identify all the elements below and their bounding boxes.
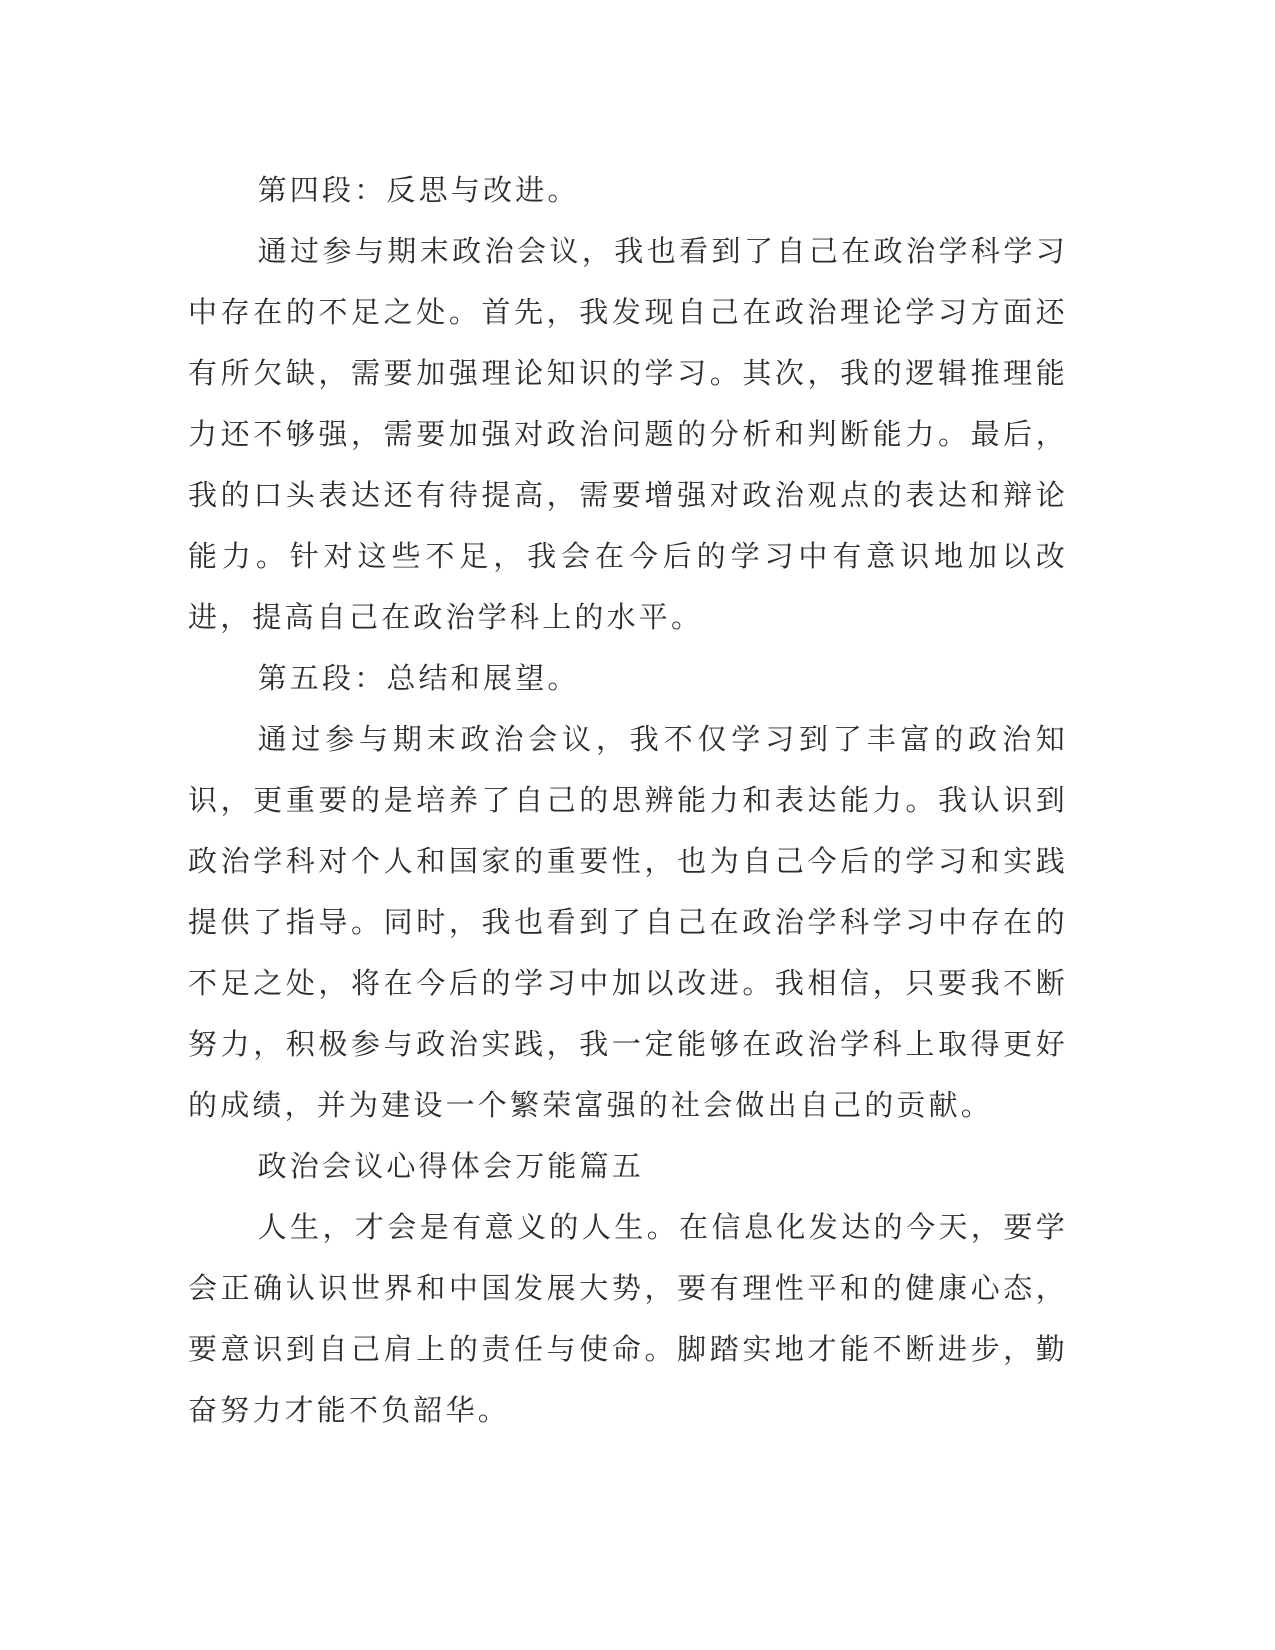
document-body bbox=[188, 160, 1068, 1441]
paragraph-life: 人生，才会是有意义的人生。在信息化发达的今天，要学会正确认识世界和中国发展大势，要有理性平和的健康心态，要意识到自己肩上的责任与使命。脚踏实地才能不断进步，勤奋努力才能不负韶华。 bbox=[188, 1210, 1068, 1427]
paragraph-reflection: 通过参与期末政治会议，我也看到了自己在政治学科学习中存在的不足之处。首先，我发现自己在政治理论学习方面还有所欠缺，需要加强理论知识的学习。其次，我的逻辑推理能力还不够强，需要加强对政治问题的分析和判断能力。最后，我的口头表达还有待提高，需要增强对政治观点的表达和辩论能力。针对这些不足，我会在今后的学习中有意识地加以改进，提高自己在政治学科上的水平。 bbox=[188, 234, 1068, 634]
paragraph-summary: 通过参与期末政治会议，我不仅学习到了丰富的政治知识，更重要的是培养了自己的思辨能力和表达能力。我认识到政治学科对个人和国家的重要性，也为自己今后的学习和实践提供了指导。同时，我也看到了自己在政治学科学习中存在的不足之处，将在今后的学习中加以改进。我相信，只要我不断努力，积极参与政治实践，我一定能够在政治学科上取得更好的成绩，并为建设一个繁荣富强的社会做出自己的贡献。 bbox=[188, 722, 1068, 1122]
section-heading-4: 第四段：反思与改进。 bbox=[257, 173, 580, 207]
section-heading-5: 第五段：总结和展望。 bbox=[257, 661, 580, 695]
article-title: 政治会议心得体会万能篇五 bbox=[257, 1149, 644, 1183]
